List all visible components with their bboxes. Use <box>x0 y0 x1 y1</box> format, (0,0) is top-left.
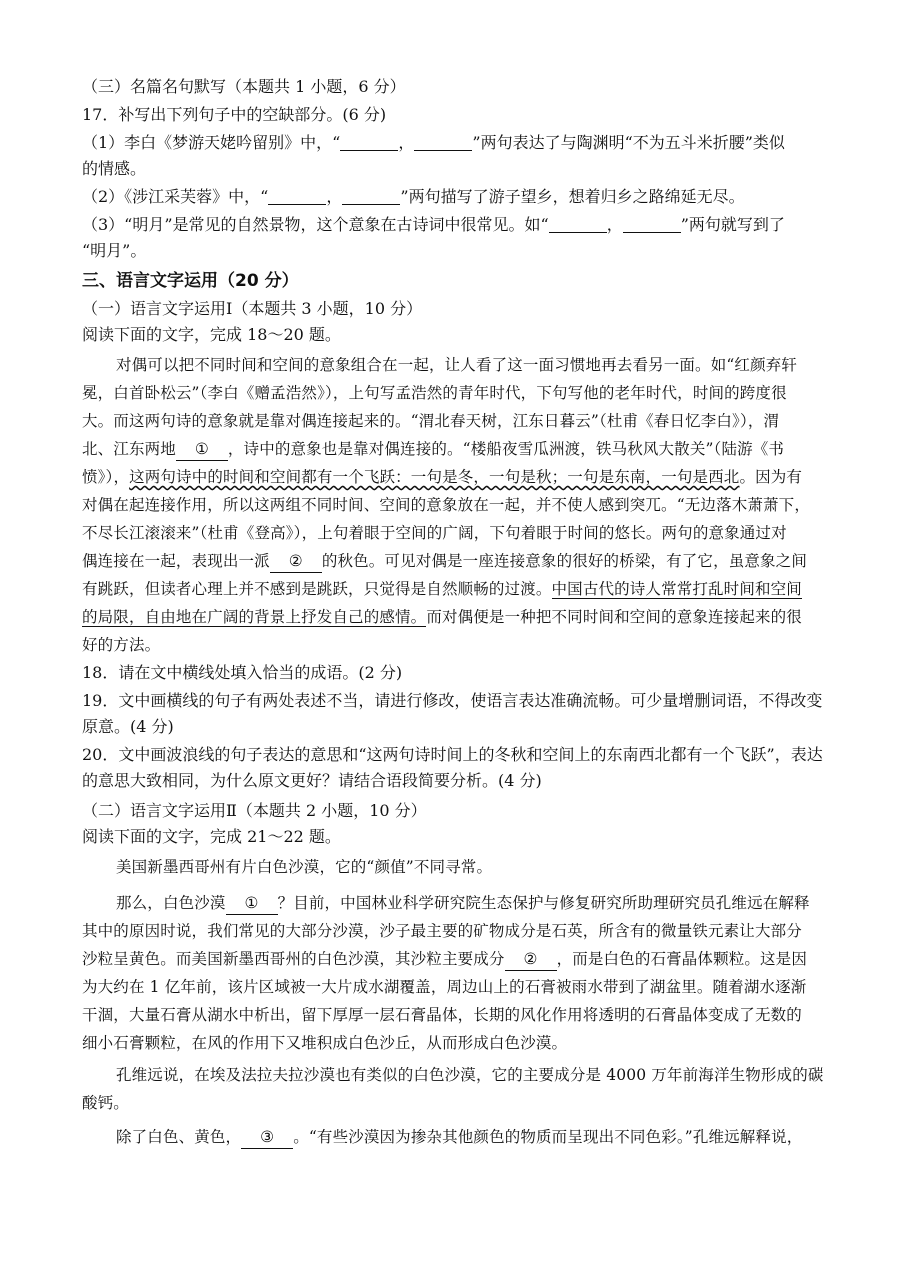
passage1-line: 北、江东两地 ① ，诗中的意象也是靠对偶连接的。“楼船夜雪瓜洲渡，铁马秋风大散关”（陆游《书 <box>82 438 822 461</box>
question-20-cont: 的意思大致相同，为什么原文更好？请结合语段简要分析。(4 分) <box>82 771 542 790</box>
sub2-instruction: 阅读下面的文字，完成 21～22 题。 <box>82 827 341 846</box>
sub1-header: （一）语言文字运用Ⅰ（本题共 3 小题，10 分） <box>82 299 423 318</box>
passage1-line: 愤》），这两句诗中的时间和空间都有一个飞跃：一句是冬，一句是秋；一句是东南，一句是西北。因为有 <box>82 468 803 486</box>
passage2-line: 酸钙。 <box>82 1094 129 1112</box>
passage2-line: 为大约在 1 亿年前，该片区域被一大片成水湖覆盖，周边山上的石膏被雨水带到了湖盆里。随着湖水逐渐 <box>82 978 807 996</box>
question-17-item-3-cont: “明月”。 <box>82 241 147 260</box>
passage1-line: 的局限，自由地在广阔的背景上抒发自己的感情。而对偶便是一种把不同时间和空间的意象连接起来的很 <box>82 608 802 626</box>
blank-1: ① <box>176 438 228 461</box>
sub1-instruction: 阅读下面的文字，完成 18～20 题。 <box>82 325 341 344</box>
passage1-line: 有跳跃，但读者心理上并不感到是跳跃，只觉得是自然顺畅的过渡。中国古代的诗人常常打乱时间和空间 <box>82 580 802 598</box>
question-18: 18．请在文中横线处填入恰当的成语。(2 分) <box>82 663 403 682</box>
passage2-line: 干涸，大量石膏从湖水中析出，留下厚厚一层石膏晶体，长期的风化作用将透明的石膏晶体变成了无数的 <box>82 1006 802 1024</box>
question-17-item-1-cont: 的情感。 <box>82 159 147 178</box>
passage1-line: 偶连接在一起，表现出一派 ② 的秋色。可见对偶是一座连接意象的很好的桥梁，有了它，虽意象之间 <box>82 550 822 573</box>
passage2-line: 细小石膏颗粒，在风的作用下又堆积成白色沙丘，从而形成白色沙漠。 <box>82 1034 568 1052</box>
underlined-sentence: 中国古代的诗人常常打乱时间和空间 <box>551 580 802 598</box>
underlined-sentence-cont: 的局限，自由地在广阔的背景上抒发自己的感情。 <box>82 608 427 626</box>
blank-2: ② <box>270 550 322 573</box>
passage2-line: 沙粒呈黄色。而美国新墨西哥州的白色沙漠，其沙粒主要成分 ② ，而是白色的石膏晶体颗粒。这是因 <box>82 948 822 971</box>
answer-blank <box>268 188 326 205</box>
question-17-item-2: （2）《涉江采芙蓉》中，“ ， ”两句描写了游子望乡，想着归乡之路绵延无尽。 <box>82 187 745 206</box>
passage1-line: 好的方法。 <box>82 636 161 654</box>
answer-blank <box>623 216 681 233</box>
passage2-line: 那么，白色沙漠 ① ？目前，中国林业科学研究院生态保护与修复研究所助理研究员孔维远在解释 <box>116 892 856 915</box>
section3-header: （三）名篇名句默写（本题共 1 小题，6 分） <box>82 77 406 96</box>
passage2-line: 其中的原因时说，我们常见的大部分沙漠，沙子最主要的矿物成分是石英，所含有的微量铁元素让大部分 <box>82 922 802 940</box>
question-17-stem: 17．补写出下列句子中的空缺部分。(6 分) <box>82 105 387 124</box>
blank-3: ③ <box>241 1126 293 1149</box>
wavy-underlined-sentence: 这两句诗中的时间和空间都有一个飞跃：一句是冬，一句是秋；一句是东南，一句是西北 <box>129 468 740 486</box>
passage1-line: 对偶在起连接作用，所以这两组不同时间、空间的意象放在一起，并不使人感到突兀。“无边落木萧萧下， <box>82 496 810 514</box>
question-17-item-1: （1）李白《梦游天姥吟留别》中，“ ， ”两句表达了与陶渊明“不为五斗米折腰”类似 <box>82 133 785 152</box>
question-19-cont: 原意。(4 分) <box>82 717 174 736</box>
passage1-line: 对偶可以把不同时间和空间的意象组合在一起，让人看了这一面习惯地再去看另一面。如“红颜弃轩 <box>116 356 798 374</box>
blank-1: ① <box>226 892 278 915</box>
passage2-line: 除了白色、黄色， ③ 。“有些沙漠因为掺杂其他颜色的物质而呈现出不同色彩。”孔维远解释说， <box>116 1126 856 1149</box>
passage1-line: 冕，白首卧松云”（李白《赠孟浩然》），上句写孟浩然的青年时代，下句写他的老年时代，时间的跨度很 <box>82 384 787 402</box>
part3-title: 三、语言文字运用（20 分） <box>82 271 299 291</box>
passage2-line: 美国新墨西哥州有片白色沙漠，它的“颜值”不同寻常。 <box>116 858 493 876</box>
answer-blank <box>414 134 472 151</box>
blank-2: ② <box>505 948 557 971</box>
sub2-header: （二）语言文字运用Ⅱ（本题共 2 小题，10 分） <box>82 801 427 820</box>
answer-blank <box>342 188 400 205</box>
passage1-line: 不尽长江滚滚来”（杜甫《登高》），上句着眼于空间的广阔，下句着眼于时间的悠长。两句的意象通过对 <box>82 524 787 542</box>
answer-blank <box>549 216 607 233</box>
question-20: 20．文中画波浪线的句子表达的意思和“这两句诗时间上的冬秋和空间上的东南西北都有一个飞跃”，表达 <box>82 745 823 764</box>
passage1-line: 大。而这两句诗的意象就是靠对偶连接起来的。“渭北春天树，江东日暮云”（杜甫《春日忆李白》），渭 <box>82 412 780 430</box>
question-19: 19．文中画横线的句子有两处表述不当，请进行修改，使语言表达准确流畅。可少量增删词语，不得改变 <box>82 691 823 710</box>
question-17-item-3: （3）“明月”是常见的自然景物，这个意象在古诗词中很常见。如“ ， ”两句就写到了 <box>82 215 785 234</box>
passage2-line: 孔维远说，在埃及法拉夫拉沙漠也有类似的白色沙漠，它的主要成分是 4000 万年前海洋生物形成的碳 <box>116 1066 824 1084</box>
answer-blank <box>340 134 398 151</box>
